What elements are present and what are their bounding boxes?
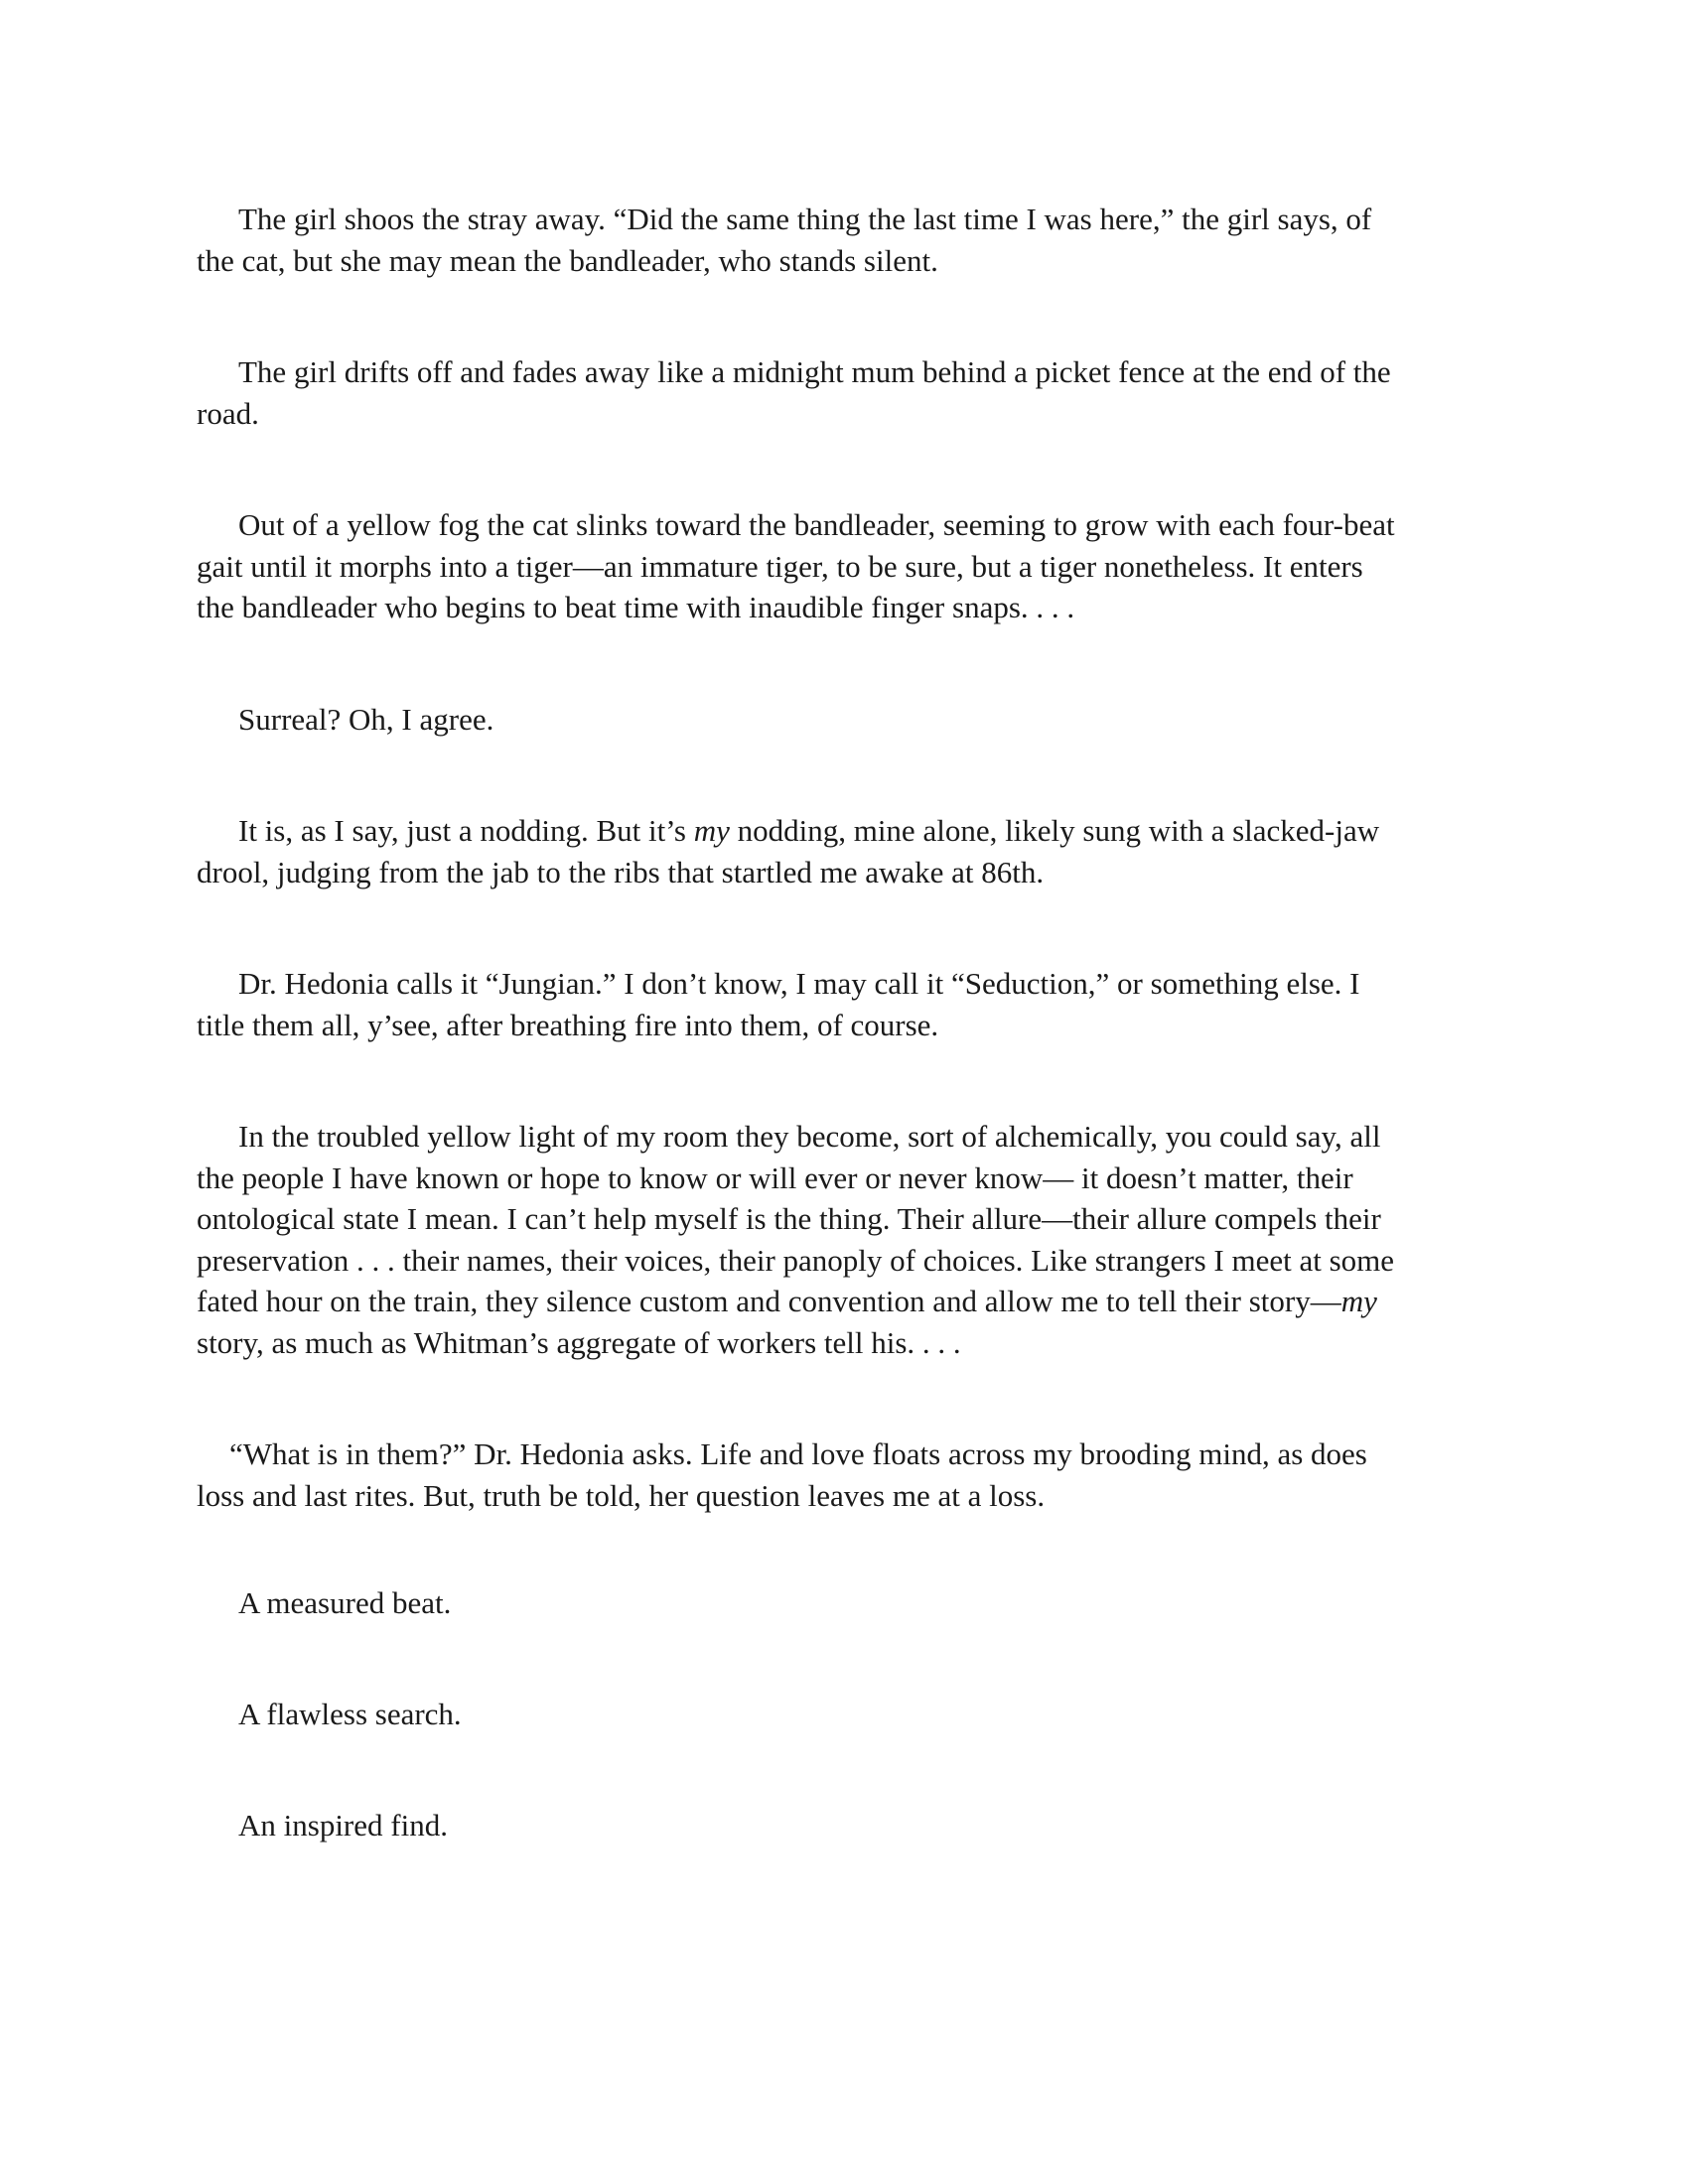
paragraph-4: [197, 699, 1487, 741]
paragraph-9: [197, 1582, 1487, 1624]
paragraph-line: story, as much as Whitman’s aggregate of workers tell his. . . .: [197, 1324, 961, 1360]
paragraph-line: the bandleader who begins to beat time with inaudible finger snaps. . . .: [197, 590, 1075, 624]
paragraph-6: [197, 963, 1487, 1045]
paragraph-line: ontological state I mean. I can’t help myself is the thing. Their allure—their allure compels their: [197, 1201, 1381, 1236]
paragraph-line: “What is in them?” Dr. Hedonia asks. Life and love floats across my brooding mind, as does: [229, 1436, 1367, 1471]
paragraph-2: [197, 351, 1487, 434]
paragraph-5: [197, 810, 1487, 892]
paragraph-line: Out of a yellow fog the cat slinks toward the bandleader, seeming to grow with each four-beat: [238, 507, 1395, 542]
paragraph-10: [197, 1694, 1487, 1735]
emphasis: my: [1340, 1284, 1377, 1318]
paragraph-line: drool, judging from the jab to the ribs that startled me awake at 86th.: [197, 854, 1045, 889]
paragraph-line: It is, as I say, just a nodding. But it’s my nodding, mine alone, likely sung with a slacked-jaw: [238, 813, 1380, 848]
paragraph-line: the cat, but she may mean the bandleader, who stands silent.: [197, 242, 938, 278]
paragraph-line: fated hour on the train, they silence custom and convention and allow me to tell their story—my: [197, 1284, 1377, 1318]
paragraph-line: An inspired find.: [238, 1808, 448, 1843]
paragraph-3: [197, 504, 1487, 628]
paragraph-line: The girl shoos the stray away. “Did the same thing the last time I was here,” the girl says, of: [238, 202, 1372, 236]
paragraph-line: A measured beat.: [238, 1585, 452, 1620]
paragraph-line: A flawless search.: [238, 1697, 462, 1731]
paragraph-line: title them all, y’see, after breathing fire into them, of course.: [197, 1007, 939, 1042]
paragraph-11: [197, 1805, 1487, 1846]
paragraph-line: the people I have known or hope to know or will ever or never know— it doesn’t matter, their: [197, 1160, 1353, 1195]
paragraph-line: The girl drifts off and fades away like a midnight mum behind a picket fence at the end of the: [238, 354, 1391, 389]
paragraph-line: In the troubled yellow light of my room they become, sort of alchemically, you could say, all: [238, 1119, 1381, 1154]
emphasis: my: [693, 813, 730, 848]
paragraph-7: [197, 1116, 1487, 1363]
paragraph-1: [197, 199, 1487, 281]
paragraph-line: Dr. Hedonia calls it “Jungian.” I don’t know, I may call it “Seduction,” or something else. I: [238, 966, 1360, 1001]
paragraph-line: loss and last rites. But, truth be told, her question leaves me at a loss.: [197, 1477, 1046, 1513]
paragraph-line: road.: [197, 395, 259, 431]
paragraph-line: gait until it morphs into a tiger—an immature tiger, to be sure, but a tiger nonetheless. It enters: [197, 548, 1363, 584]
paragraph-line: preservation . . . their names, their voices, their panoply of choices. Like strangers I meet at some: [197, 1242, 1395, 1278]
paragraph-line: Surreal? Oh, I agree.: [238, 702, 494, 737]
paragraph-8: [197, 1433, 1487, 1516]
